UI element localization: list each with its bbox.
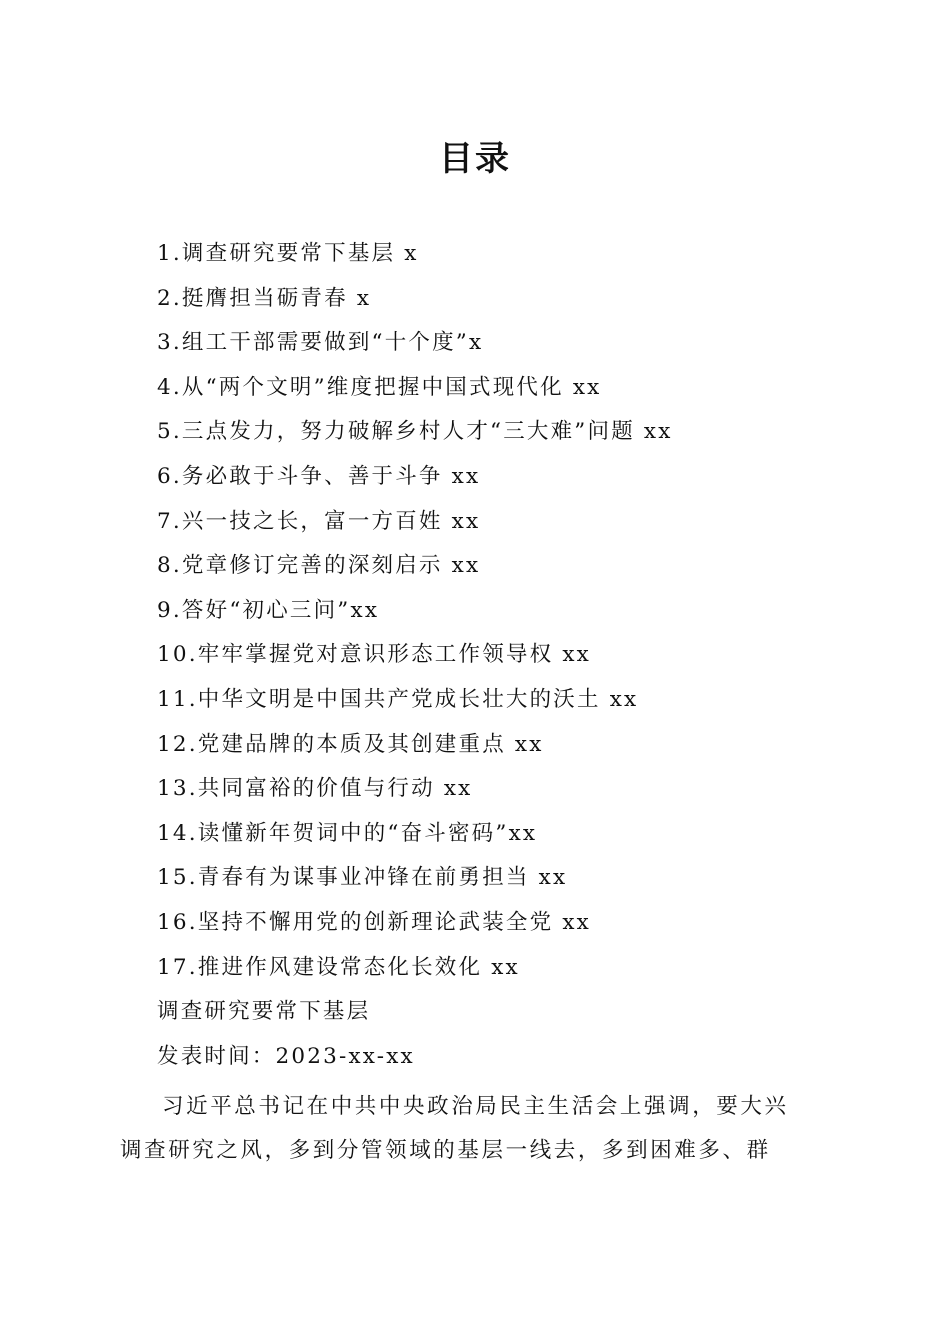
toc-item[interactable]: 13.共同富裕的价值与行动 xx (157, 776, 473, 802)
toc-item[interactable]: 15.青春有为谋事业冲锋在前勇担当 xx (157, 865, 568, 891)
toc-item[interactable]: 16.坚持不懈用党的创新理论武装全党 xx (157, 909, 591, 935)
toc-item[interactable]: 4.从“两个文明”维度把握中国式现代化 xx (157, 374, 602, 400)
body-line: 调查研究之风，多到分管领域的基层一线去，多到困难多、群 (120, 1138, 771, 1163)
table-of-contents (157, 234, 857, 992)
toc-item[interactable]: 9.答好“初心三问”xx (157, 597, 380, 623)
toc-item[interactable]: 10.牢牢掌握党对意识形态工作领导权 xx (157, 642, 591, 668)
toc-item[interactable]: 7.兴一技之长，富一方百姓 xx (157, 508, 481, 534)
toc-item[interactable]: 1.调查研究要常下基层 x (157, 241, 419, 266)
toc-item[interactable]: 14.读懂新年贺词中的“奋斗密码”xx (157, 820, 538, 846)
article-title: 调查研究要常下基层 (157, 999, 371, 1024)
toc-item[interactable]: 5.三点发力，努力破解乡村人才“三大难”问题 xx (157, 419, 673, 445)
toc-item[interactable]: 2.挺膺担当砺青春 x (157, 285, 372, 311)
publish-time: 发表时间：2023-xx-xx (157, 1044, 415, 1069)
toc-item[interactable]: 11.中华文明是中国共产党成长壮大的沃土 xx (157, 686, 639, 712)
toc-item[interactable]: 8.党章修订完善的深刻启示 xx (157, 553, 481, 579)
toc-item[interactable]: 12.党建品牌的本质及其创建重点 xx (157, 731, 544, 757)
toc-item[interactable]: 17.推进作风建设常态化长效化 xx (157, 954, 520, 980)
body-line: 习近平总书记在中共中央政治局民主生活会上强调，要大兴 (162, 1094, 789, 1119)
toc-item[interactable]: 3.组工干部需要做到“十个度”x (157, 330, 484, 356)
document-title: 目录 (439, 139, 511, 179)
toc-item[interactable]: 6.务必敢于斗争、善于斗争 xx (157, 463, 481, 489)
article-body-paragraph (120, 1085, 830, 1173)
